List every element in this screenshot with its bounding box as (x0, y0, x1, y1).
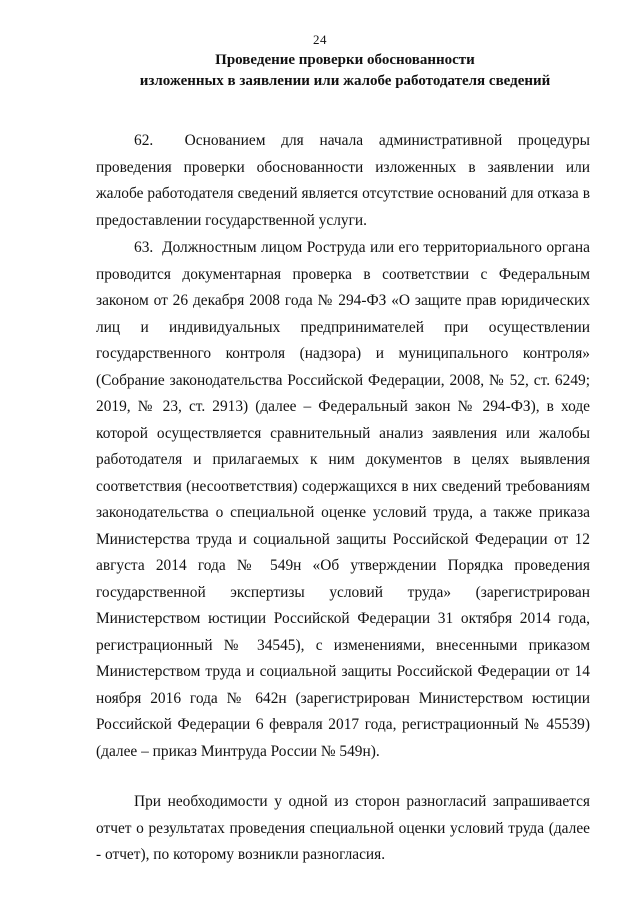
page-number: 24 (313, 32, 327, 47)
section-heading (120, 50, 570, 92)
section-heading-line-1: Проведение проверки обоснованности (215, 52, 475, 68)
document-body (96, 128, 590, 869)
paragraph-63: 63. Должностным лицом Роструда или его территориального органа проводится документарная проверка в соответствии с Федеральным законом от 26 декабря 2008 года № 294-ФЗ «О защите прав юридических лиц и индивидуальных предпринимателей при осуществлении государственного контроля (надзора) и муниципального контроля» (Собрание законодательства Российской Федерации, 2008, № 52, ст. 6249; 2019, № 23, ст. 2913) (далее – Федеральный закон № 294-ФЗ), в ходе которой осуществляется сравнительный анализ заявления или жалобы работодателя и прилагаемых к ним документов в целях выявления соответствия (несоответствия) содержащихся в них сведений требованиям законодательства о специальной оценке условий труда, а также приказа Министерства труда и социальной защиты Российской Федерации от 12 августа 2014 года № 549н «Об утверждении Порядка проведения государственной экспертизы условий труда» (зарегистрирован Министерством юстиции Российской Федерации 31 октября 2014 года, регистрационный № 34545), с изменениями, внесенными приказом Министерством труда и социальной защиты Российской Федерации от 14 ноября 2016 года № 642н (зарегистрирован Министерством юстиции Российской Федерации 6 февраля 2017 года, регистрационный № 45539) (далее – приказ Минтруда России № 549н). (96, 239, 590, 760)
paragraph-62: 62. Основанием для начала административной процедуры проведения проверки обоснованности изложенных в заявлении или жалобе работодателя сведений является отсутствие оснований для отказа в предоставлении государственной услуги. (96, 132, 590, 229)
section-heading-line-2: изложенных в заявлении или жалобе работодателя сведений (139, 73, 551, 89)
paragraph-report-request: При необходимости у одной из сторон разногласий запрашивается отчет о результатах проведения специальной оценки условий труда (далее - отчет), по которому возникли разногласия. (96, 793, 590, 863)
